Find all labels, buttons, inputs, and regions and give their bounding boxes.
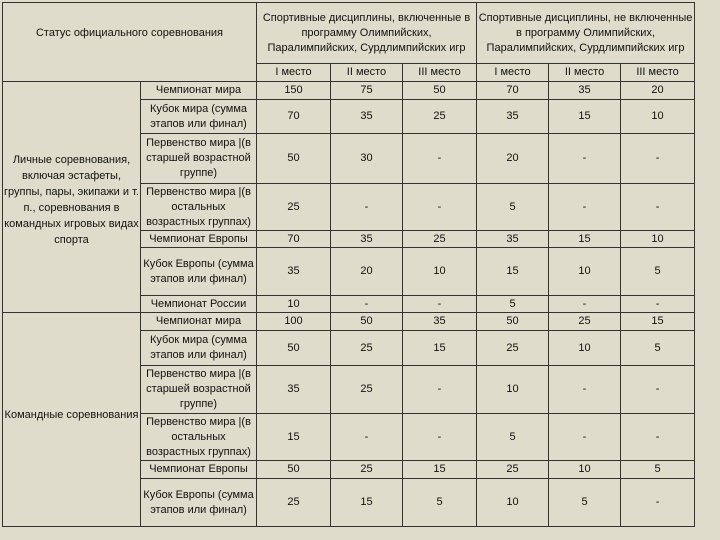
points-cell: - xyxy=(549,296,621,313)
points-cell: - xyxy=(621,366,695,414)
points-cell: 35 xyxy=(403,313,477,331)
points-cell: 15 xyxy=(477,248,549,296)
points-cell: 15 xyxy=(257,414,331,461)
points-cell: 5 xyxy=(477,414,549,461)
points-cell: 5 xyxy=(621,461,695,479)
points-cell: 35 xyxy=(331,231,403,248)
points-cell: 10 xyxy=(549,331,621,366)
header-place: II место xyxy=(549,64,621,82)
points-cell: 10 xyxy=(477,479,549,527)
points-cell: 50 xyxy=(257,461,331,479)
points-cell: - xyxy=(549,134,621,184)
points-cell: 25 xyxy=(477,461,549,479)
points-cell: 10 xyxy=(477,366,549,414)
points-cell: - xyxy=(331,296,403,313)
header-place: I место xyxy=(257,64,331,82)
points-cell: 5 xyxy=(549,479,621,527)
table-row xyxy=(3,82,695,100)
points-cell: 15 xyxy=(549,231,621,248)
points-cell: 5 xyxy=(403,479,477,527)
header-status: Статус официального соревнования xyxy=(3,3,257,82)
points-cell: 25 xyxy=(477,331,549,366)
section-title: Командные соревнования xyxy=(3,313,141,527)
points-cell: 25 xyxy=(403,231,477,248)
points-cell: 5 xyxy=(477,296,549,313)
points-cell: 25 xyxy=(403,100,477,134)
points-cell: 25 xyxy=(331,461,403,479)
competition-name: Чемпионат Европы xyxy=(141,231,257,248)
points-cell: - xyxy=(621,184,695,231)
points-cell: 35 xyxy=(477,100,549,134)
header-olympic-group: Спортивные дисциплины, включенные в программу Олимпийских, Паралимпийских, Сурдлимпийских игр xyxy=(257,3,477,64)
points-cell: 50 xyxy=(257,134,331,184)
points-cell: - xyxy=(549,414,621,461)
points-cell: 150 xyxy=(257,82,331,100)
points-cell: 35 xyxy=(331,100,403,134)
points-cell: - xyxy=(403,184,477,231)
points-table xyxy=(2,2,695,527)
competition-name: Кубок мира (сумма этапов или финал) xyxy=(141,331,257,366)
points-cell: - xyxy=(403,134,477,184)
competition-name: Кубок мира (сумма этапов или финал) xyxy=(141,100,257,134)
points-cell: 35 xyxy=(477,231,549,248)
table-row xyxy=(3,313,695,331)
points-cell: 100 xyxy=(257,313,331,331)
points-cell: 15 xyxy=(331,479,403,527)
points-cell: 10 xyxy=(621,231,695,248)
points-cell: 70 xyxy=(477,82,549,100)
points-cell: - xyxy=(403,366,477,414)
competition-name: Первенство мира |(в старшей возрастной группе) xyxy=(141,366,257,414)
points-cell: 15 xyxy=(549,100,621,134)
points-cell: - xyxy=(621,296,695,313)
points-cell: 35 xyxy=(549,82,621,100)
points-cell: 50 xyxy=(477,313,549,331)
points-cell: 50 xyxy=(257,331,331,366)
points-cell: - xyxy=(621,479,695,527)
competition-name: Чемпионат мира xyxy=(141,82,257,100)
points-cell: 50 xyxy=(403,82,477,100)
points-cell: 15 xyxy=(403,331,477,366)
points-cell: 25 xyxy=(257,184,331,231)
points-cell: 20 xyxy=(477,134,549,184)
points-cell: 10 xyxy=(549,248,621,296)
competition-name: Чемпионат Европы xyxy=(141,461,257,479)
points-cell: 15 xyxy=(621,313,695,331)
points-cell: 35 xyxy=(257,366,331,414)
points-cell: 30 xyxy=(331,134,403,184)
competition-name: Первенство мира |(в старшей возрастной группе) xyxy=(141,134,257,184)
points-cell: 25 xyxy=(331,331,403,366)
header-place: III место xyxy=(403,64,477,82)
points-cell: 10 xyxy=(403,248,477,296)
competition-name: Кубок Европы (сумма этапов или финал) xyxy=(141,479,257,527)
competition-name: Кубок Европы (сумма этапов или финал) xyxy=(141,248,257,296)
competition-name: Первенство мира |(в остальных возрастных группах) xyxy=(141,184,257,231)
points-cell: - xyxy=(331,184,403,231)
points-cell: - xyxy=(621,414,695,461)
points-cell: 25 xyxy=(331,366,403,414)
points-cell: 5 xyxy=(621,248,695,296)
points-cell: - xyxy=(549,184,621,231)
points-cell: 5 xyxy=(477,184,549,231)
points-cell: 5 xyxy=(621,331,695,366)
points-cell: 25 xyxy=(549,313,621,331)
points-cell: - xyxy=(403,296,477,313)
section-title: Личные соревнования, включая эстафеты, группы, пары, экипажи и т. п., соревнования в командных игровых видах спорта xyxy=(3,82,141,313)
competition-name: Чемпионат России xyxy=(141,296,257,313)
points-cell: - xyxy=(331,414,403,461)
points-cell: - xyxy=(621,134,695,184)
competition-name: Чемпионат мира xyxy=(141,313,257,331)
header-place: II место xyxy=(331,64,403,82)
points-cell: 70 xyxy=(257,231,331,248)
header-place: III место xyxy=(621,64,695,82)
points-cell: 75 xyxy=(331,82,403,100)
points-cell: 20 xyxy=(331,248,403,296)
points-cell: - xyxy=(549,366,621,414)
points-cell: 10 xyxy=(257,296,331,313)
competition-name: Первенство мира |(в остальных возрастных группах) xyxy=(141,414,257,461)
points-cell: 20 xyxy=(621,82,695,100)
header-non-olympic-group: Спортивные дисциплины, не включенные в программу Олимпийских, Паралимпийских, Сурдлимпийских игр xyxy=(477,3,695,64)
points-cell: 10 xyxy=(549,461,621,479)
points-cell: 25 xyxy=(257,479,331,527)
header-place: I место xyxy=(477,64,549,82)
points-cell: 10 xyxy=(621,100,695,134)
points-cell: 35 xyxy=(257,248,331,296)
points-cell: 50 xyxy=(331,313,403,331)
points-cell: 15 xyxy=(403,461,477,479)
points-cell: - xyxy=(403,414,477,461)
points-cell: 70 xyxy=(257,100,331,134)
